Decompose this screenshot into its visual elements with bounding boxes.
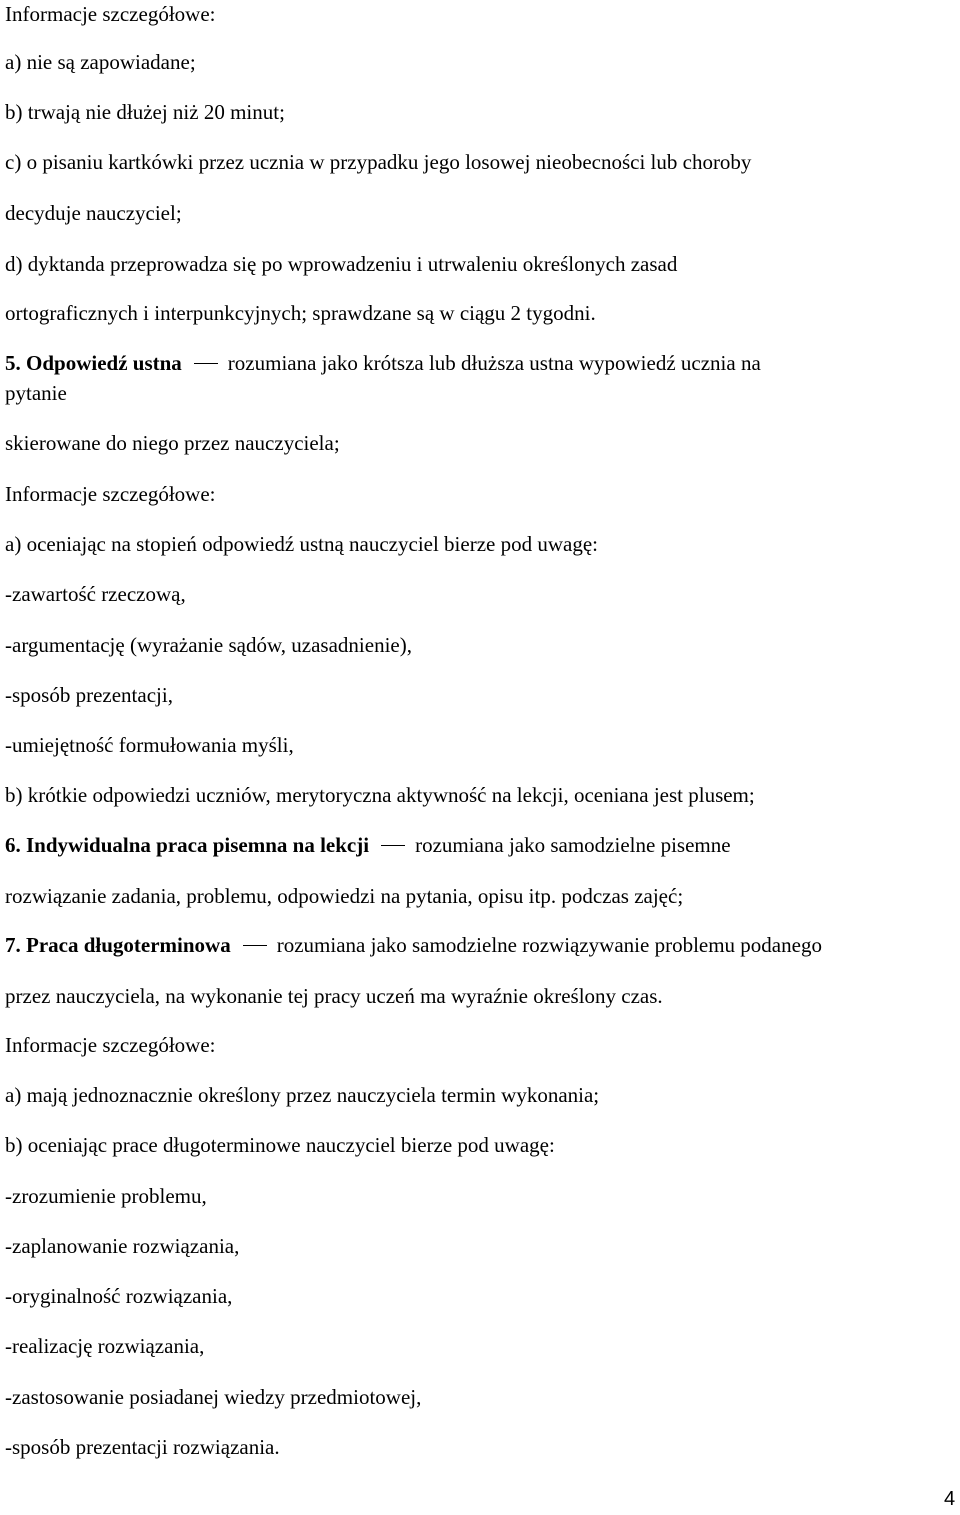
criteria-item: -realizację rozwiązania, [5, 1334, 205, 1358]
section-6-title: 6. Indywidualna praca pisemna na lekcji [5, 833, 370, 857]
section-heading: Informacje szczegółowe: [5, 482, 216, 506]
criteria-item: -sposób prezentacji, [5, 683, 173, 707]
criteria-item: -sposób prezentacji rozwiązania. [5, 1435, 280, 1459]
list-item: a) oceniając na stopień odpowiedź ustną nauczyciel bierze pod uwagę: [5, 532, 598, 556]
section-heading: Informacje szczegółowe: [5, 1033, 216, 1057]
criteria-item: -zawartość rzeczową, [5, 582, 186, 606]
section-5-title: 5. Odpowiedź ustna [5, 351, 182, 375]
criteria-item: -oryginalność rozwiązania, [5, 1284, 233, 1308]
section-7-definition: rozumiana jako samodzielne rozwiązywanie problemu podanego [276, 933, 822, 957]
paragraph-line: skierowane do niego przez nauczyciela; [5, 431, 340, 455]
section-5-definition: rozumiana jako krótsza lub dłuższa ustna wypowiedź ucznia na [227, 351, 761, 375]
criteria-item: -zaplanowanie rozwiązania, [5, 1234, 240, 1258]
paragraph-line: pytanie [5, 381, 67, 405]
section-6-title-line [5, 832, 731, 858]
list-item-continuation: decyduje nauczyciel; [5, 201, 182, 225]
list-item: c) o pisaniu kartkówki przez ucznia w przypadku jego losowej nieobecności lub choroby [5, 150, 752, 174]
dash-separator [194, 363, 218, 364]
section-heading: Informacje szczegółowe: [5, 2, 216, 26]
list-item: b) trwają nie dłużej niż 20 minut; [5, 100, 285, 124]
criteria-item: -umiejętność formułowania myśli, [5, 733, 294, 757]
section-7-title-line [5, 932, 822, 958]
paragraph-line: przez nauczyciela, na wykonanie tej pracy uczeń ma wyraźnie określony czas. [5, 984, 663, 1008]
list-item: a) nie są zapowiadane; [5, 50, 196, 74]
list-item: a) mają jednoznacznie określony przez nauczyciela termin wykonania; [5, 1083, 600, 1107]
dash-separator [243, 945, 267, 946]
page-number: 4 [944, 1488, 956, 1510]
list-item: b) krótkie odpowiedzi uczniów, merytoryczna aktywność na lekcji, oceniana jest plusem; [5, 783, 755, 807]
section-5-title-line [5, 350, 761, 376]
list-item: d) dyktanda przeprowadza się po wprowadzeniu i utrwaleniu określonych zasad [5, 252, 678, 276]
criteria-item: -argumentację (wyrażanie sądów, uzasadnienie), [5, 633, 412, 657]
criteria-item: -zrozumienie problemu, [5, 1184, 207, 1208]
section-6-definition: rozumiana jako samodzielne pisemne [415, 833, 731, 857]
section-7-title: 7. Praca długoterminowa [5, 933, 231, 957]
list-item-continuation: ortograficznych i interpunkcyjnych; sprawdzane są w ciągu 2 tygodni. [5, 301, 596, 325]
dash-separator [381, 845, 405, 846]
paragraph-line: rozwiązanie zadania, problemu, odpowiedzi na pytania, opisu itp. podczas zajęć; [5, 884, 684, 908]
list-item: b) oceniając prace długoterminowe nauczyciel bierze pod uwagę: [5, 1133, 555, 1157]
criteria-item: -zastosowanie posiadanej wiedzy przedmiotowej, [5, 1385, 422, 1409]
